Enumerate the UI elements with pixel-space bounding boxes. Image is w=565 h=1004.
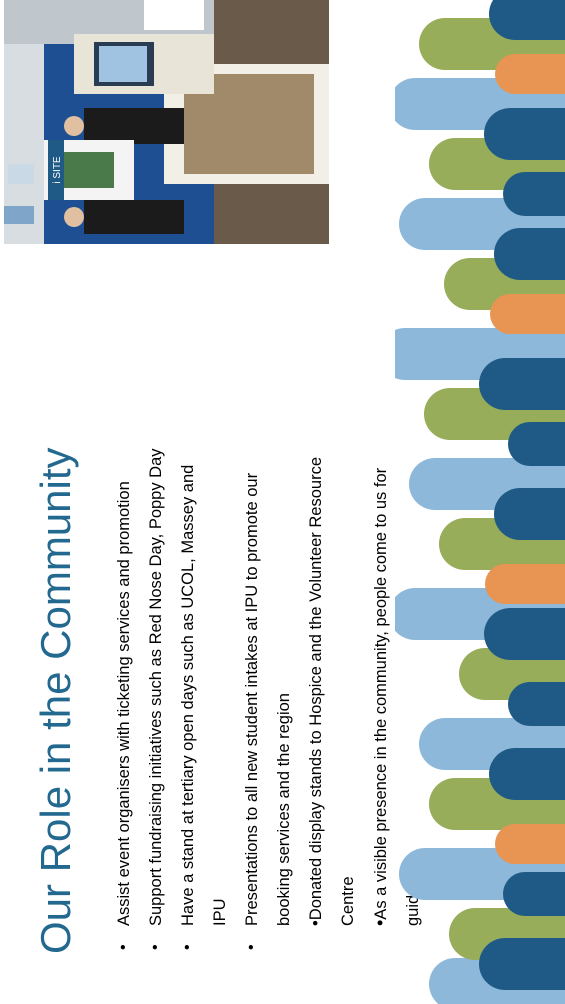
bullet-dot: • bbox=[147, 944, 164, 950]
bullet-text: booking services and the region bbox=[275, 693, 293, 926]
booth-photo bbox=[4, 0, 329, 244]
list-item bbox=[364, 92, 397, 952]
bullet-text: Support fundraising initiatives such as Red Nose Day, Poppy Day bbox=[147, 448, 165, 926]
page-title: Our Role in the Community bbox=[32, 447, 79, 954]
bullet-text: Assist event organisers with ticketing services and promotion bbox=[115, 481, 133, 926]
wave-pattern-graphic bbox=[395, 0, 565, 1004]
bullet-dot: • bbox=[243, 944, 260, 950]
booth-sign-text: i SITE bbox=[52, 156, 63, 184]
bullet-text: guidance bbox=[404, 859, 422, 926]
bullet-text: Presentations to all new student intakes at IPU to promote our bbox=[243, 472, 261, 926]
bullet-text: Have a stand at tertiary open days such as UCOL, Massey and bbox=[179, 464, 197, 926]
bullet-text: As a visible presence in the community, people come to us for bbox=[372, 467, 390, 920]
bullet-text: Centre bbox=[339, 876, 357, 926]
bullet-dot: • bbox=[307, 920, 325, 926]
decorative-pattern bbox=[395, 0, 565, 1004]
bullet-dot: • bbox=[115, 944, 132, 950]
bullet-dot: • bbox=[370, 919, 390, 926]
bullet-text: IPU bbox=[211, 898, 229, 926]
list-item-continuation bbox=[332, 92, 364, 952]
bullet-text: Donated display stands to Hospice and the Volunteer Resource bbox=[307, 457, 325, 921]
bullet-dot: • bbox=[179, 944, 196, 950]
booth-photo-image bbox=[4, 0, 329, 244]
